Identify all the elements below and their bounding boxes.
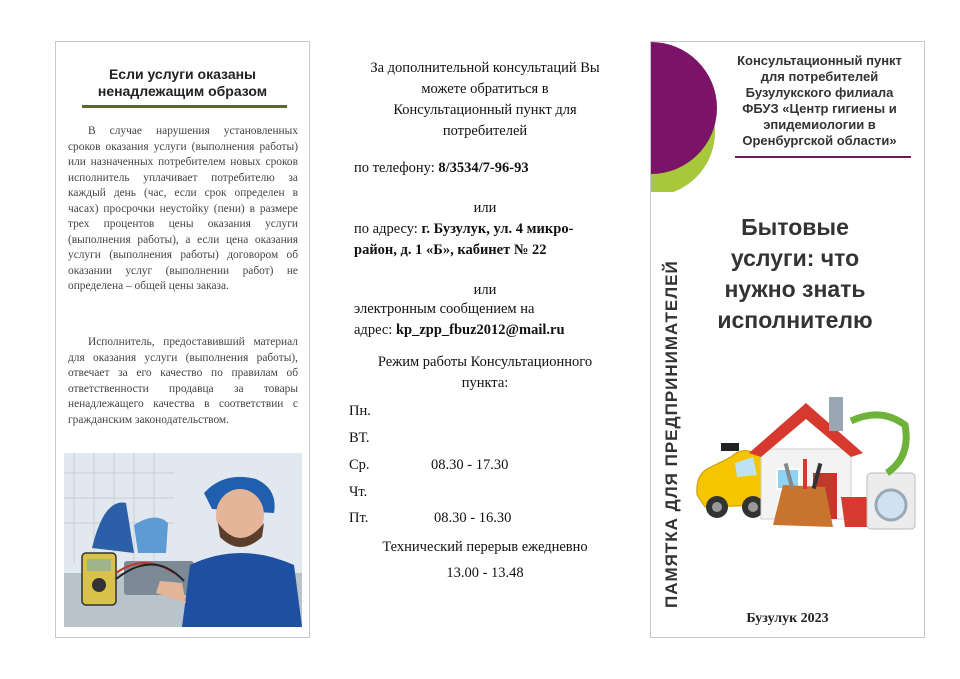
- email-address: kp_zpp_fbuz2012@mail.ru: [395, 322, 565, 338]
- day-tue: ВТ.: [349, 430, 370, 446]
- title-line1: Бытовые: [741, 214, 849, 240]
- org-line2: для потребителей: [760, 69, 879, 84]
- intro-line2: можете обратиться в: [421, 81, 549, 97]
- hours-mon-thu: 08.30 - 17.30: [431, 457, 509, 473]
- hours-fri: 08.30 - 16.30: [434, 510, 512, 526]
- left-heading-line2: ненадлежащим образом: [97, 83, 268, 99]
- schedule-title-line2: пункта:: [461, 375, 509, 391]
- org-line3: Бузулукского филиала: [745, 85, 894, 100]
- penalty-paragraph: В случае нарушения установленных сроков оказания услуги (выполнения работы) или назначенных потребителем новых сроков исполнитель уплачивает потребителю за каждый день (час, если срок определен в часах) просрочки неустойку (пени) в размере трех процентов цены оказания услуги (выполнения работы), а если цена оказания услуги (выполнения работы) договором об оказании услуг (выполнении работ) не определена – общей цены заказа.: [68, 125, 298, 292]
- schedule-title: [330, 352, 640, 394]
- organization-title: [717, 53, 922, 149]
- footer-city-year: Бузулук 2023: [746, 611, 829, 626]
- org-line4: ФБУЗ «Центр гигиены и: [742, 101, 897, 116]
- day-thu: Чт.: [349, 484, 368, 500]
- title-line4: исполнителю: [717, 307, 873, 333]
- phone-label: по телефону:: [354, 160, 439, 176]
- repairman-illustration: [64, 453, 302, 627]
- address-block: [354, 219, 634, 261]
- title-line3: нужно знать: [724, 276, 866, 302]
- org-line5: эпидемиологии в: [763, 117, 876, 132]
- repairman-photo: [64, 453, 302, 627]
- org-line1: Консультационный пункт: [737, 53, 902, 68]
- title-line2: услуги: что: [730, 245, 860, 271]
- brochure-title: [690, 212, 900, 336]
- left-heading-line1: Если услуги оказаны: [108, 66, 257, 82]
- email-line1: электронным сообщением на: [354, 301, 535, 317]
- left-panel: [55, 41, 310, 638]
- day-wed: Ср.: [349, 457, 370, 473]
- address-line2: район, д. 1 «Б», кабинет № 22: [354, 242, 547, 258]
- or-separator-2: или: [473, 282, 497, 298]
- break-label: Технический перерыв ежедневно: [382, 539, 588, 555]
- org-line6: Оренбургской области»: [742, 133, 897, 148]
- heading-underline: [82, 105, 287, 108]
- address-line1: г. Бузулук, ул. 4 микро-: [421, 221, 574, 237]
- vertical-title: ПАМЯТКА ДЛЯ ПРЕДПРИНИМАТЕЛЕЙ: [662, 260, 681, 608]
- address-label: по адресу:: [354, 221, 422, 237]
- break-time: 13.00 - 13.48: [446, 565, 524, 581]
- intro-line1: За дополнительной консультаций Вы: [370, 60, 600, 76]
- schedule-title-line1: Режим работы Консультационного: [377, 354, 593, 370]
- left-heading: [56, 66, 309, 100]
- material-paragraph: Исполнитель, предоставивший материал для оказания услуги (выполнения работы), отвечает за его качество по правилам об ответственности продавца за товары ненадлежащего качества в соответствии с гражданским законодательством.: [68, 336, 298, 426]
- phone-number: 8/3534/7-96-93: [438, 160, 529, 176]
- organization-underline: [735, 156, 911, 158]
- intro-line4: потребителей: [442, 123, 528, 139]
- intro-line3: Консультационный пункт для: [393, 102, 577, 118]
- day-fri: Пт.: [349, 510, 369, 526]
- phone-line: [354, 158, 529, 179]
- household-services-illustration: [691, 377, 916, 542]
- or-separator-1: или: [473, 200, 497, 216]
- intro-text: [330, 58, 640, 142]
- email-block: [354, 299, 565, 341]
- email-label: адрес:: [354, 322, 396, 338]
- day-mon: Пн.: [349, 403, 371, 419]
